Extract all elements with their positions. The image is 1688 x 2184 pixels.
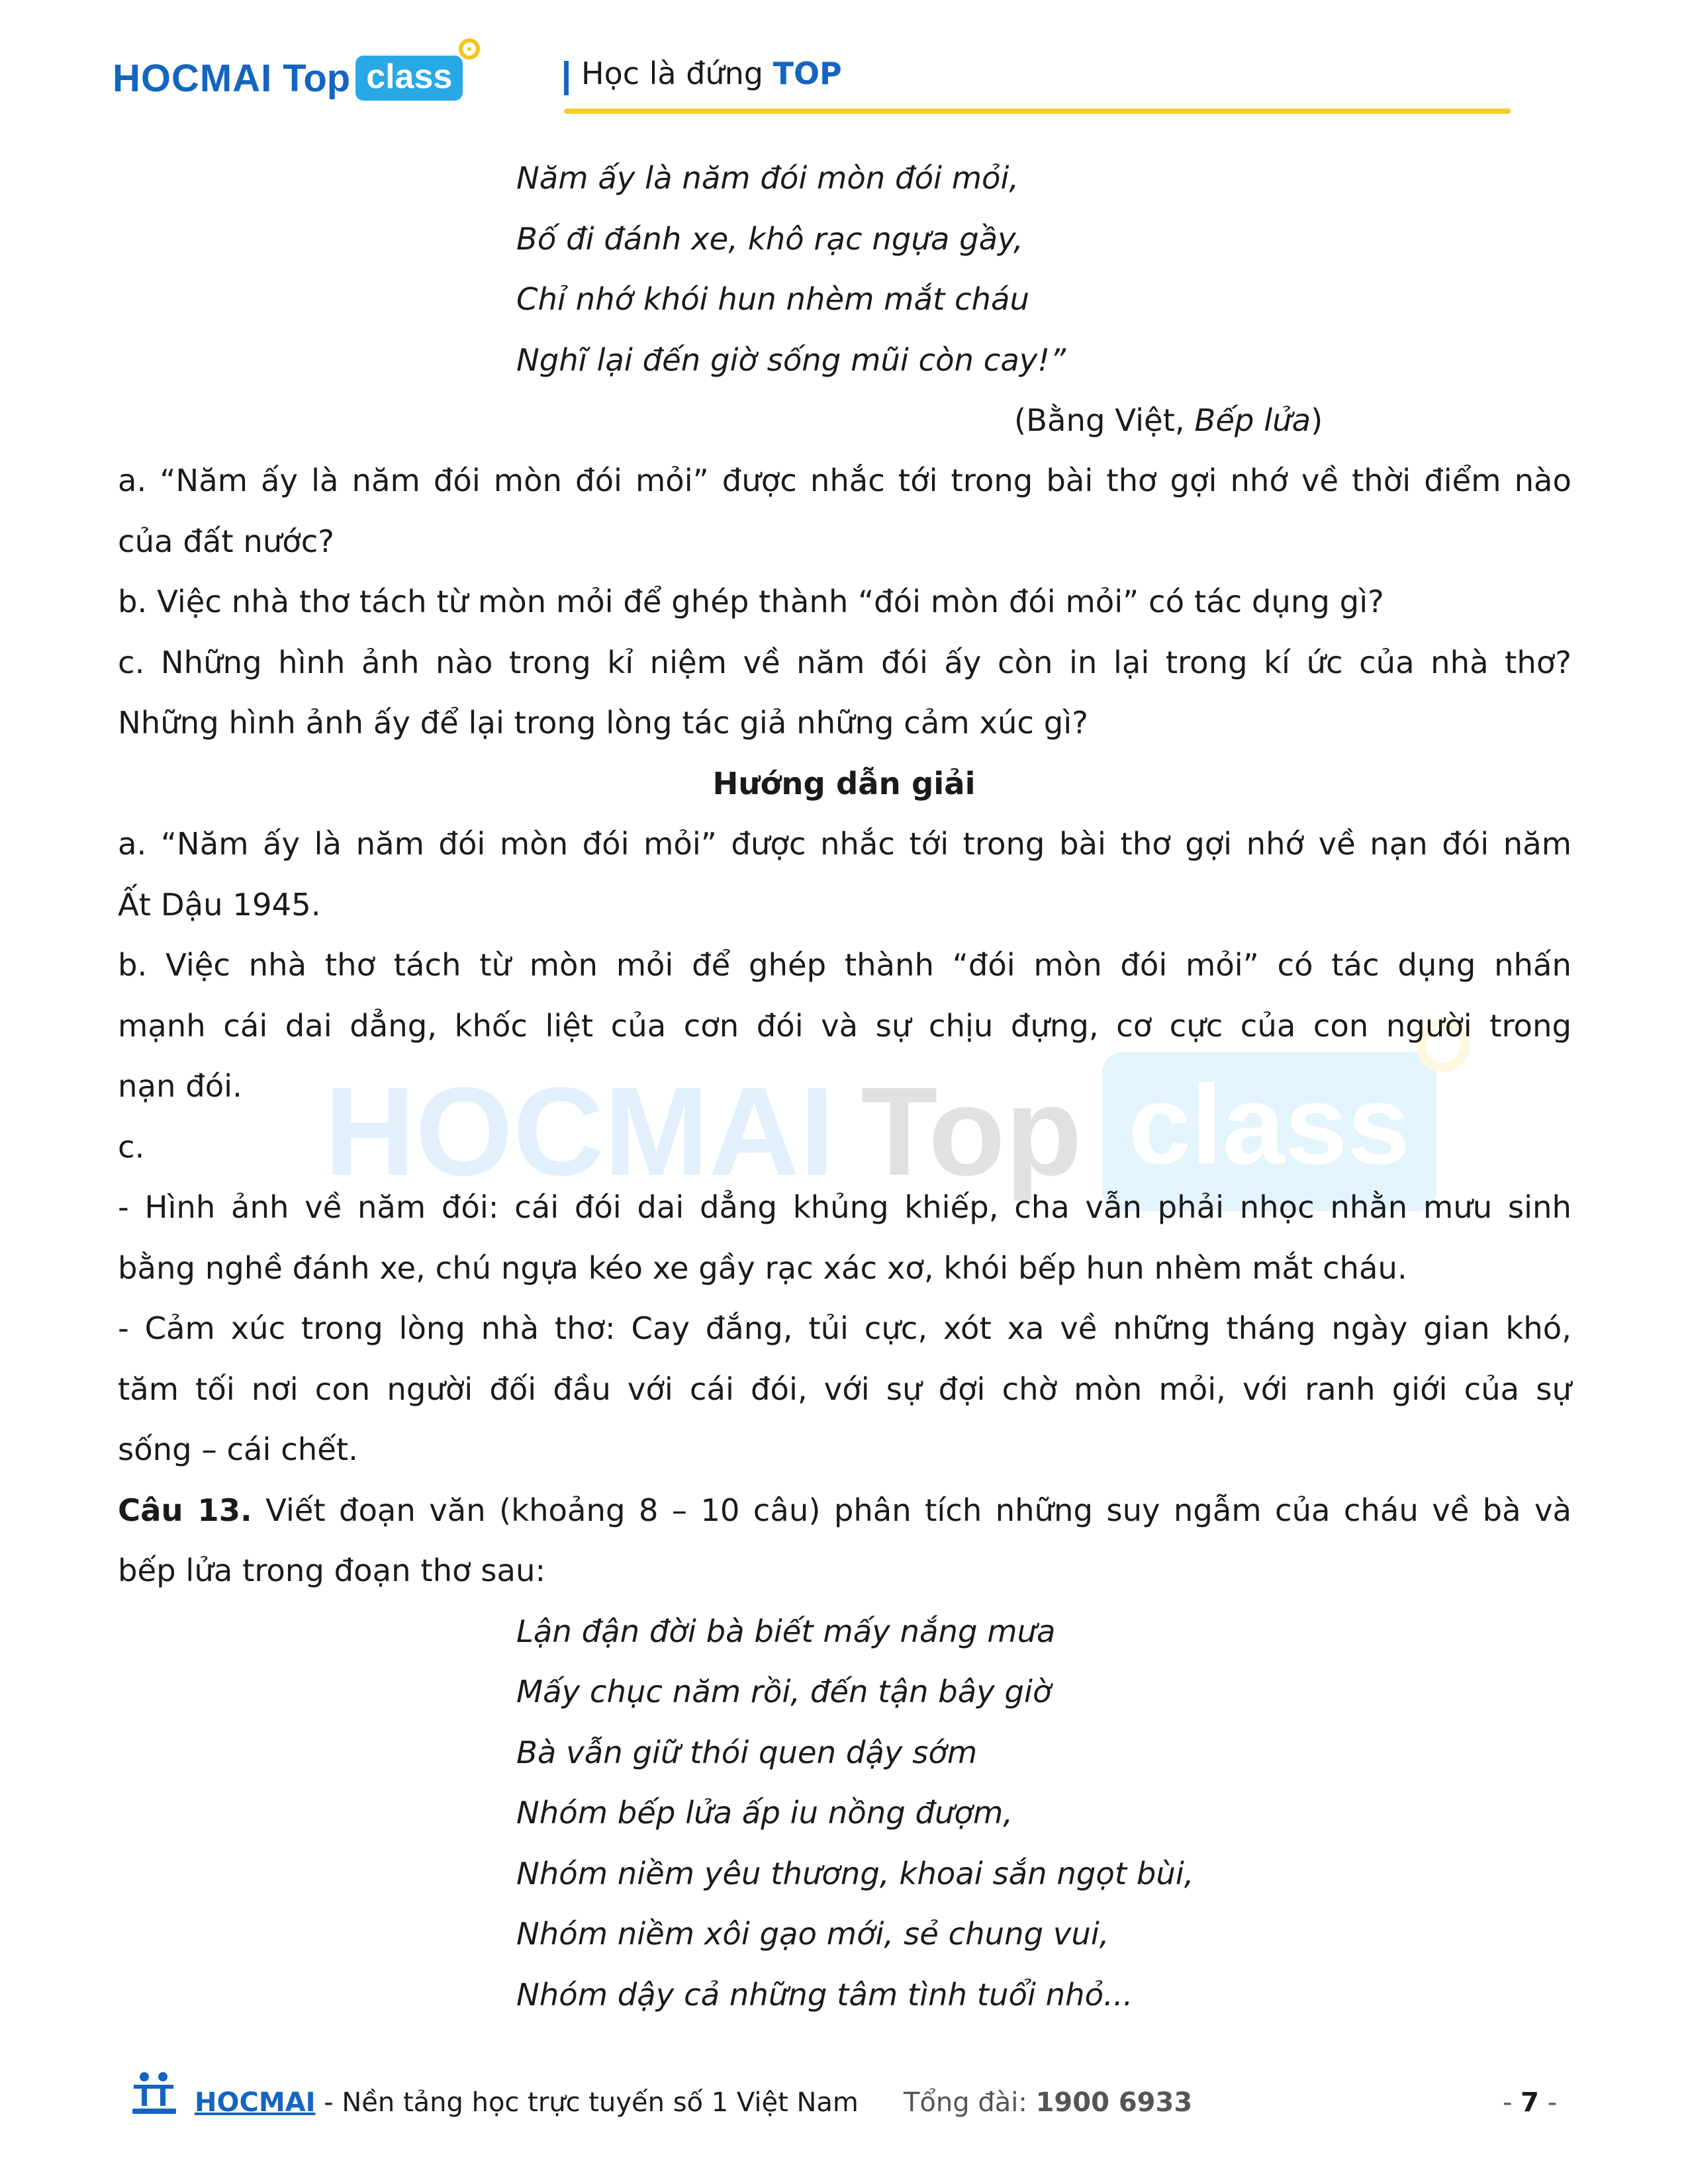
page-number bbox=[1503, 2087, 1557, 2118]
citation-title: Bếp lửa bbox=[1194, 402, 1311, 438]
answer-c1-line-2: bằng nghề đánh xe, chú ngựa kéo xe gầy rạc xác xơ, khói bếp hun nhèm mắt cháu. bbox=[118, 1250, 1407, 1286]
q13-line-1 bbox=[118, 1487, 1571, 1533]
logo-hocmai-text: HOCMAI bbox=[113, 56, 273, 100]
logo-top-text: Top bbox=[283, 56, 351, 100]
question-a-line-1: a. “Năm ấy là năm đói mòn đói mỏi” được nhắc tới trong bài thơ gợi nhớ về thời điểm nào bbox=[118, 463, 1571, 498]
footer-phone-label: Tổng đài: bbox=[904, 2087, 1036, 2118]
poem2-line-6: Nhóm niềm xôi gạo mới, sẻ chung vui, bbox=[516, 1916, 1109, 1952]
question-c-line-1: c. Những hình ảnh nào trong kỉ niệm về năm đói ấy còn in lại trong kí ức của nhà thơ? bbox=[118, 645, 1571, 680]
header-logo[interactable] bbox=[113, 45, 463, 111]
answer-c2-line-1: - Cảm xúc trong lòng nhà thơ: Cay đắng, tủi cực, xót xa về những tháng ngày gian khó, bbox=[118, 1310, 1571, 1346]
poem2-line-1: Lận đận đời bà biết mấy nắng mưa bbox=[516, 1614, 1056, 1649]
answer-b-line-3: nạn đói. bbox=[118, 1068, 242, 1104]
question-c-line-2: Những hình ảnh ấy để lại trong lòng tác giả những cảm xúc gì? bbox=[118, 705, 1088, 741]
footer-tagline bbox=[195, 2087, 859, 2118]
q13-text: Viết đoạn văn (khoảng 8 – 10 câu) phân tích những suy ngẫm của cháu về bà và bbox=[252, 1492, 1572, 1528]
header-underline bbox=[564, 109, 1511, 114]
question-b: b. Việc nhà thơ tách từ mòn mỏi để ghép thành “đói mòn đói mỏi” có tác dụng gì? bbox=[118, 584, 1384, 619]
page-suffix: - bbox=[1539, 2087, 1558, 2118]
gear-icon bbox=[459, 38, 480, 60]
footer-brand-link[interactable]: HOCMAI bbox=[195, 2087, 316, 2118]
logo-class-badge bbox=[355, 56, 463, 101]
answer-b-line-2: mạnh cái dai dẳng, khốc liệt của cơn đói và sự chịu đựng, cơ cực của con người trong bbox=[118, 1008, 1571, 1044]
answer-c2-line-2: tăm tối nơi con người đối đầu với cái đói, với sự đợi chờ mòn mỏi, với ranh giới của sự bbox=[118, 1371, 1571, 1407]
poem1-line-3: Chỉ nhớ khói hun nhèm mắt cháu bbox=[516, 281, 1029, 317]
slogan-prefix: Học là đứng bbox=[581, 56, 763, 91]
watermark-hocmai: HOCMAI bbox=[324, 1062, 835, 1202]
poem2-line-4: Nhóm bếp lửa ấp iu nồng đượm, bbox=[516, 1795, 1013, 1831]
guide-heading: Hướng dẫn giải bbox=[712, 766, 976, 801]
q13-label: Câu 13. bbox=[118, 1492, 252, 1528]
poem1-line-4: Nghĩ lại đến giờ sống mũi còn cay!” bbox=[516, 342, 1066, 378]
page-prefix: - bbox=[1503, 2087, 1521, 2118]
poem2-line-7: Nhóm dậy cả những tâm tình tuổi nhỏ... bbox=[516, 1977, 1133, 2013]
poem1-line-2: Bố đi đánh xe, khô rạc ngựa gầy, bbox=[516, 221, 1023, 257]
page-number-value: 7 bbox=[1521, 2087, 1539, 2118]
header-divider bbox=[564, 61, 569, 95]
hocmai-people-icon bbox=[130, 2070, 183, 2116]
watermark-top: Top bbox=[861, 1062, 1082, 1202]
answer-a-line-1: a. “Năm ấy là năm đói mòn đói mỏi” được nhắc tới trong bài thơ gợi nhớ về nạn đói năm bbox=[118, 826, 1571, 862]
poem2-line-5: Nhóm niềm yêu thương, khoai sắn ngọt bùi, bbox=[516, 1856, 1194, 1891]
q13-line-2: bếp lửa trong đoạn thơ sau: bbox=[118, 1553, 546, 1588]
answer-c2-line-3: sống – cái chết. bbox=[118, 1432, 358, 1467]
poem2-line-2: Mấy chục năm rồi, đến tận bây giờ bbox=[516, 1674, 1052, 1709]
watermark-class-text: class bbox=[1128, 1062, 1410, 1188]
poem2-line-3: Bà vẫn giữ thói quen dậy sớm bbox=[516, 1735, 978, 1770]
citation-close: ) bbox=[1311, 402, 1323, 438]
slogan-highlight: TOP bbox=[773, 56, 842, 91]
footer-tagline-text: - Nền tảng học trực tuyến số 1 Việt Nam bbox=[315, 2087, 859, 2118]
poem1-line-1: Năm ấy là năm đói mòn đói mỏi, bbox=[516, 160, 1019, 196]
footer-hotline bbox=[904, 2087, 1192, 2118]
answer-c1-line-1: - Hình ảnh về năm đói: cái đói dai dẳng khủng khiếp, cha vẫn phải nhọc nhằn mưu sinh bbox=[118, 1189, 1571, 1225]
answer-c-label: c. bbox=[118, 1129, 145, 1165]
logo-class-text: class bbox=[366, 58, 453, 96]
answer-a-line-2: Ất Dậu 1945. bbox=[118, 887, 321, 923]
citation-author: (Bằng Việt, bbox=[1014, 402, 1195, 438]
header-slogan bbox=[581, 56, 842, 91]
poem1-citation bbox=[1014, 397, 1323, 443]
question-a-line-2: của đất nước? bbox=[118, 523, 334, 559]
footer-phone: 1900 6933 bbox=[1035, 2087, 1193, 2118]
answer-b-line-1: b. Việc nhà thơ tách từ mòn mỏi để ghép thành “đói mòn đói mỏi” có tác dụng nhấn bbox=[118, 947, 1571, 983]
